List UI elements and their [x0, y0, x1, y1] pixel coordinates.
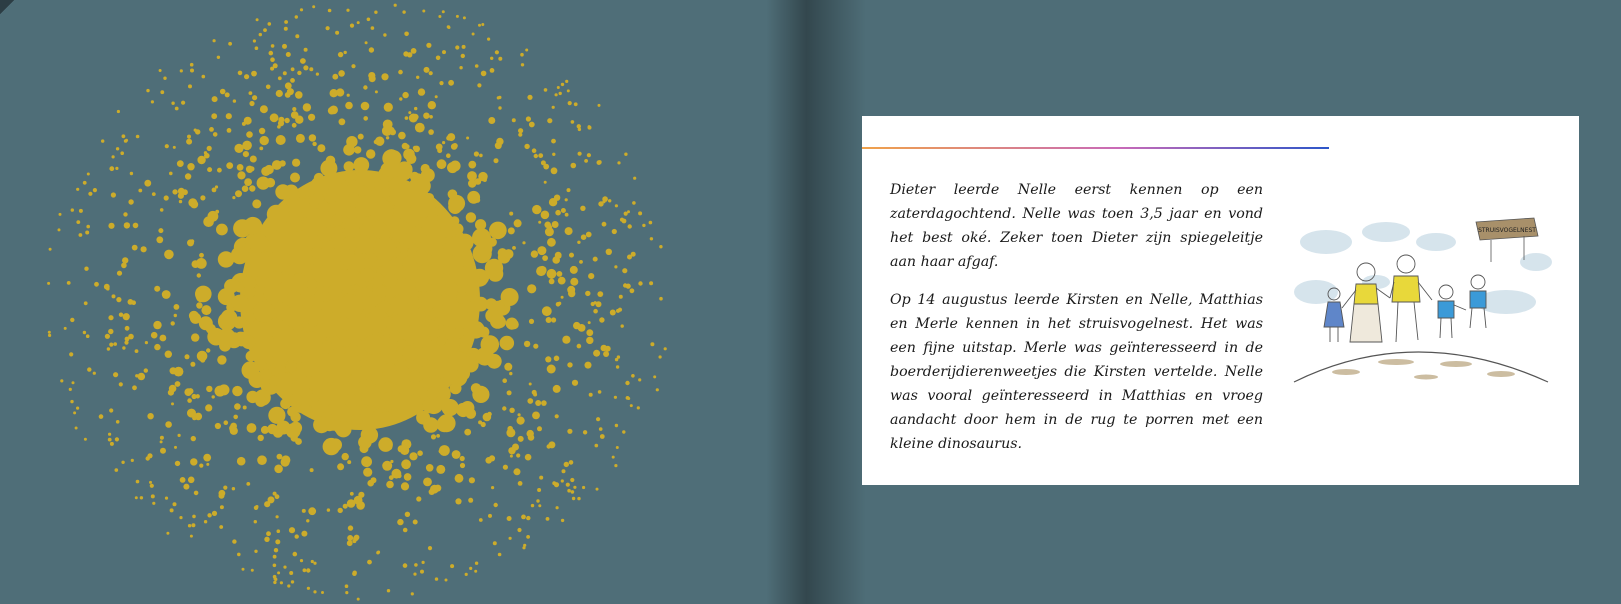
story-text: [890, 178, 1263, 470]
gutter-shadow-right: [806, 0, 866, 604]
left-page: [0, 0, 806, 604]
story-paragraph: Dieter leerde Nelle eerst kennen op een zaterdagochtend. Nelle was toen 3,5 jaar en vond het best oké. Zeker toen Dieter zijn spiegeleitje aan haar afgaf.: [890, 182, 1263, 270]
gradient-rule: [862, 147, 1329, 149]
gutter-shadow-left: [766, 0, 806, 604]
story-card: [862, 116, 1579, 485]
family-walking-drawing-icon: [1286, 202, 1556, 402]
yellow-splatter-illustration: [0, 0, 806, 604]
story-paragraph: Op 14 augustus leerde Kirsten en Nelle, Matthias en Merle kennen in het struisvogelnest. Het was een fijne uitstap. Merle was geïnteresseerd in de boerderijdierenweetjes die Kirsten vertelde. Nelle was vooral geïnteresseerd in Matthias en vroeg aandacht door hem in de rug te porren met een kleine dinosaurus.: [890, 292, 1263, 452]
right-page: [806, 0, 1621, 604]
sign-text: STRUISVOGELNEST: [1478, 227, 1536, 234]
